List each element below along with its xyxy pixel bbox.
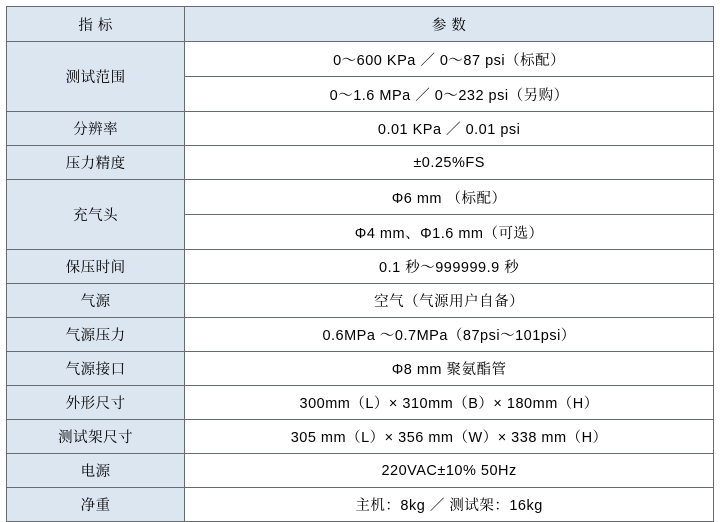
header-indicator: 指 标: [7, 7, 185, 42]
row-value-pressure-accuracy: ±0.25%FS: [185, 146, 714, 180]
row-value-net-weight: 主机：8kg ／ 测试架：16kg: [185, 488, 714, 522]
table-row: [7, 454, 714, 488]
row-label-pressure-accuracy: 压力精度: [7, 146, 185, 180]
row-label-dimensions: 外形尺寸: [7, 386, 185, 420]
table-row: [7, 250, 714, 284]
header-parameter: 参 数: [185, 7, 714, 42]
table-row: [7, 284, 714, 318]
row-label-air-source: 气源: [7, 284, 185, 318]
row-label-air-interface: 气源接口: [7, 352, 185, 386]
table-header: [7, 7, 714, 42]
row-value-air-source: 空气（气源用户自备）: [185, 284, 714, 318]
row-label-resolution: 分辨率: [7, 112, 185, 146]
specification-table: [6, 6, 714, 522]
row-value-hold-time: 0.1 秒～999999.9 秒: [185, 250, 714, 284]
table-row: [7, 42, 714, 77]
table-row: [7, 112, 714, 146]
table-body: [7, 42, 714, 522]
row-label-hold-time: 保压时间: [7, 250, 185, 284]
row-label-test-range: 测试范围: [7, 42, 185, 112]
row-value-inflation-head-1: Φ6 mm （标配）: [185, 180, 714, 215]
row-value-resolution: 0.01 KPa ／ 0.01 psi: [185, 112, 714, 146]
row-value-power: 220VAC±10% 50Hz: [185, 454, 714, 488]
table-row: [7, 488, 714, 522]
row-value-test-range-1: 0～600 KPa ／ 0～87 psi（标配）: [185, 42, 714, 77]
table-row: [7, 386, 714, 420]
row-value-fixture-dimensions: 305 mm（L）× 356 mm（W）× 338 mm（H）: [185, 420, 714, 454]
row-label-inflation-head: 充气头: [7, 180, 185, 250]
row-label-net-weight: 净重: [7, 488, 185, 522]
table-row: [7, 352, 714, 386]
table-row: [7, 318, 714, 352]
row-value-dimensions: 300mm（L）× 310mm（B）× 180mm（H）: [185, 386, 714, 420]
row-label-air-pressure: 气源压力: [7, 318, 185, 352]
row-label-power: 电源: [7, 454, 185, 488]
table-row: [7, 180, 714, 215]
table-header-row: [7, 7, 714, 42]
row-value-inflation-head-2: Φ4 mm、Φ1.6 mm（可选）: [185, 215, 714, 250]
table-row: [7, 420, 714, 454]
row-label-fixture-dimensions: 测试架尺寸: [7, 420, 185, 454]
row-value-air-interface: Φ8 mm 聚氨酯管: [185, 352, 714, 386]
row-value-test-range-2: 0～1.6 MPa ／ 0～232 psi（另购）: [185, 77, 714, 112]
table-row: [7, 146, 714, 180]
row-value-air-pressure: 0.6MPa ～0.7MPa（87psi～101psi）: [185, 318, 714, 352]
